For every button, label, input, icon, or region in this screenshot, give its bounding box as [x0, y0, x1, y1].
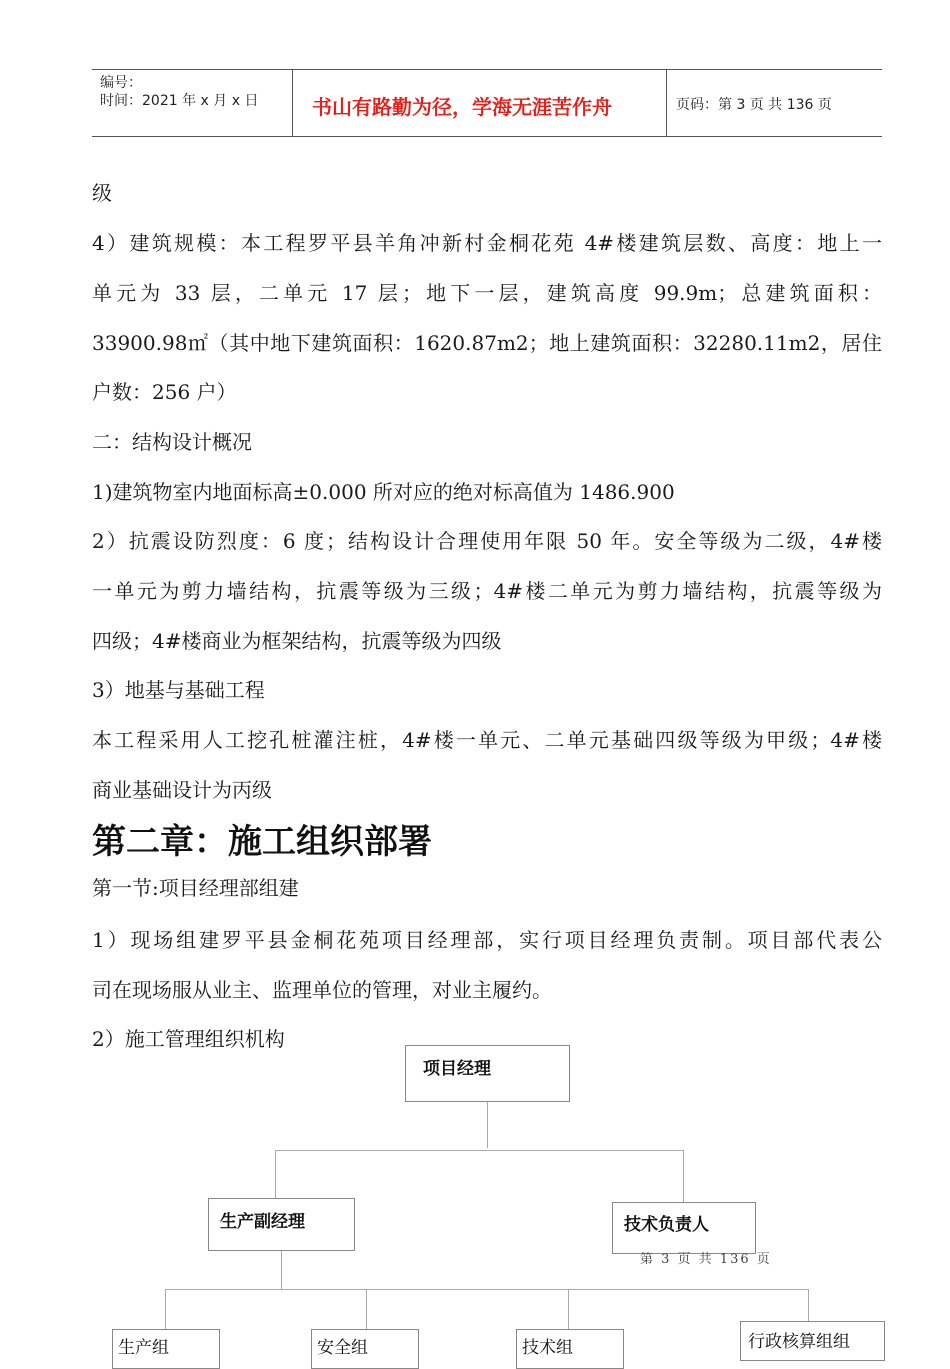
org-connector — [487, 1102, 488, 1148]
org-connector — [275, 1150, 683, 1151]
body-line: 1)建筑物室内地面标高±0.000 所对应的绝对标高值为 1486.900 — [92, 480, 675, 504]
org-connector — [165, 1289, 808, 1290]
body-line: 一单元为剪力墙结构，抗震等级为三级；4#楼二单元为剪力墙结构，抗震等级为 — [92, 579, 882, 603]
header-divider-right — [666, 69, 667, 136]
section-title: 第一节:项目经理部组建 — [92, 876, 299, 900]
header-top-rule — [92, 69, 882, 70]
body-line: 33900.98㎡（其中地下建筑面积：1620.87m2；地上建筑面积：32280.11m2，居住 — [92, 331, 882, 355]
header-motto: 书山有路勤为径，学海无涯苦作舟 — [312, 95, 612, 119]
body-line: 户数：256 户） — [92, 380, 237, 404]
section-heading: 3）地基与基础工程 — [92, 678, 265, 702]
body-line: 四级；4#楼商业为框架结构，抗震等级为四级 — [92, 629, 502, 653]
body-line: 1）现场组建罗平县金桐花苑项目经理部，实行项目经理负责制。项目部代表公 — [92, 928, 882, 952]
org-connector — [366, 1289, 367, 1329]
org-label-technical-lead: 技术负责人 — [624, 1215, 709, 1235]
body-line: 本工程采用人工挖孔桩灌注桩，4#楼一单元、二单元基础四级等级为甲级；4#楼 — [92, 728, 882, 752]
page-footer: 第 3 页 共 136 页 — [640, 1252, 772, 1267]
header-divider-left — [292, 69, 293, 136]
header-bottom-rule — [92, 136, 882, 137]
org-label-production-deputy: 生产副经理 — [220, 1212, 305, 1232]
body-line: 2）抗震设防烈度：6 度；结构设计合理使用年限 50 年。安全等级为二级，4#楼 — [92, 529, 882, 553]
body-line: 4）建筑规模：本工程罗平县羊角冲新村金桐花苑 4#楼建筑层数、高度：地上一 — [92, 231, 882, 255]
header-page-info: 页码：第 3 页 共 136 页 — [676, 97, 832, 113]
org-label-technical-group: 技术组 — [522, 1338, 573, 1358]
org-label-admin-accounting-group: 行政核算组组 — [748, 1332, 850, 1352]
org-connector — [165, 1289, 166, 1329]
section-heading: 2）施工管理组织机构 — [92, 1027, 285, 1051]
org-label-safety-group: 安全组 — [317, 1338, 368, 1358]
org-connector — [275, 1150, 276, 1198]
body-line: 商业基础设计为丙级 — [92, 778, 272, 802]
section-heading: 二：结构设计概况 — [92, 430, 252, 454]
org-connector — [808, 1289, 809, 1321]
body-line: 单元为 33 层，二单元 17 层；地下一层，建筑高度 99.9m；总建筑面积： — [92, 281, 882, 305]
header-number-label: 编号： — [100, 75, 142, 91]
chapter-title: 第二章：施工组织部署 — [92, 822, 432, 862]
body-line: 司在现场服从业主、监理单位的管理，对业主履约。 — [92, 978, 552, 1002]
org-label-project-manager: 项目经理 — [423, 1059, 491, 1079]
org-connector — [568, 1289, 569, 1329]
org-connector — [281, 1251, 282, 1289]
body-line: 级 — [92, 181, 112, 205]
org-label-production-group: 生产组 — [118, 1338, 169, 1358]
org-connector — [683, 1150, 684, 1202]
header-time-label: 时间：2021 年 x 月 x 日 — [100, 93, 259, 109]
